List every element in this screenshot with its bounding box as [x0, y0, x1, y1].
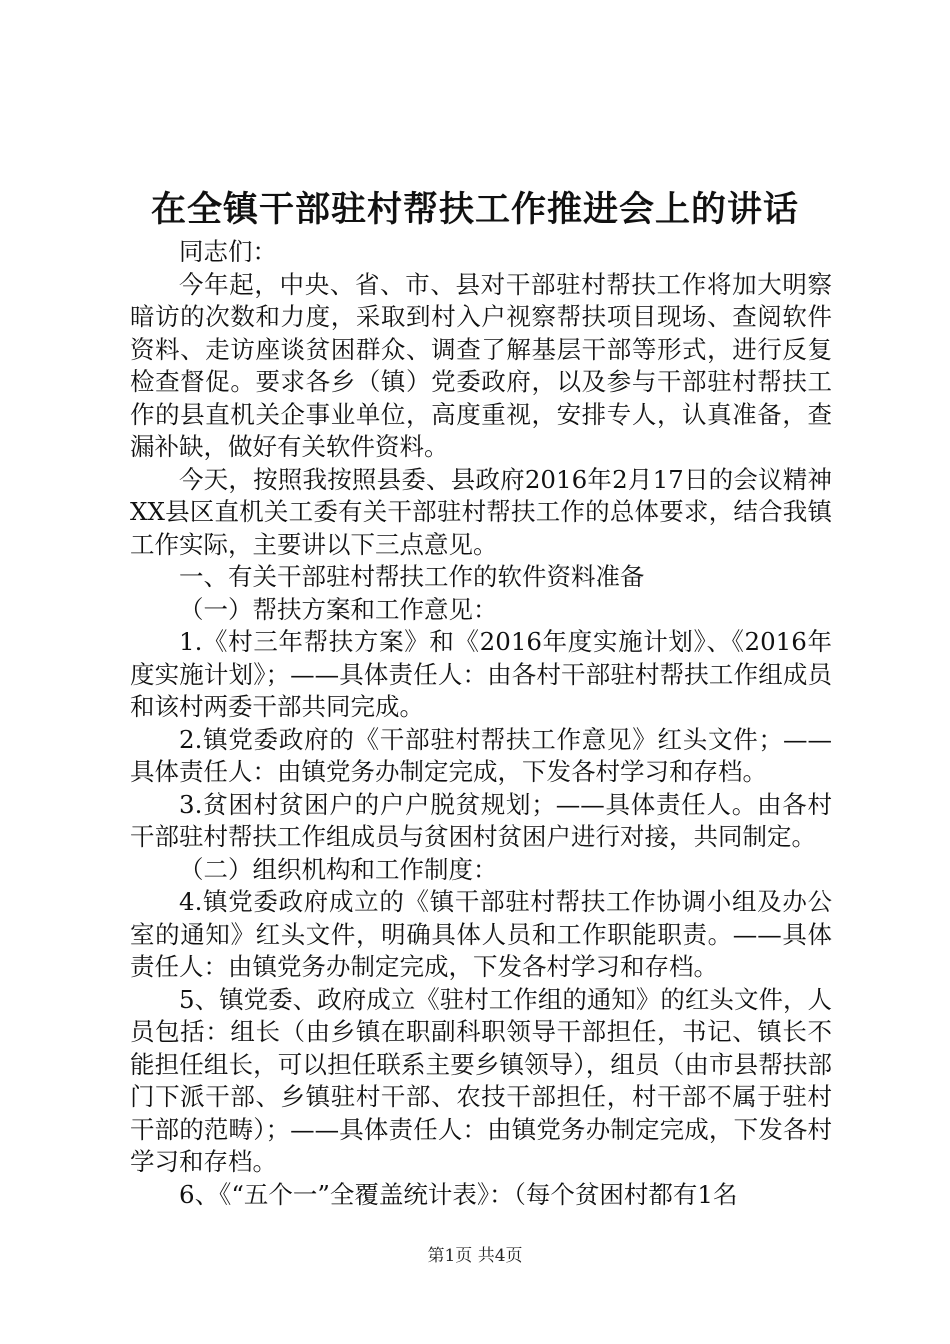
page-number-footer: 第1页 共4页: [427, 1246, 523, 1266]
list-item: 1.《村三年帮扶方案》和《2016年度实施计划》、《2016年度实施计划》；——具体责任人：由各村干部驻村帮扶工作组成员和该村两委干部共同完成。: [130, 627, 832, 721]
list-item: 2.镇党委政府的《干部驻村帮扶工作意见》红头文件；——具体责任人：由镇党务办制定完成，下发各村学习和存档。: [130, 724, 832, 786]
salutation: 同志们：: [179, 237, 277, 266]
subsection-heading: （一）帮扶方案和工作意见：: [179, 594, 498, 624]
list-item: 3.贫困村贫困户的户户脱贫规划；——具体责任人。由各村干部驻村帮扶工作组成员与贫困村贫困户进行对接，共同制定。: [130, 789, 832, 851]
document-title: 在全镇干部驻村帮扶工作推进会上的讲话: [150, 189, 799, 230]
list-item: 6、《“五个一”全覆盖统计表》：（每个贫困村都有1名: [179, 1179, 738, 1209]
section-heading: 一、有关干部驻村帮扶工作的软件资料准备: [179, 562, 645, 591]
document-body: [130, 236, 832, 1211]
list-item: 5、镇党委、政府成立《驻村工作组的通知》的红头文件，人员包括：组长（由乡镇在职副科职领导干部担任，书记、镇长不能担任组长，可以担任联系主要乡镇领导），组员（由市县帮扶部门下派干部、乡镇驻村干部、农技干部担任，村干部不属于驻村干部的范畴）；——具体责任人：由镇党务办制定完成，下发各村学习和存档。: [130, 984, 832, 1176]
list-item: 4.镇党委政府成立的《镇干部驻村帮扶工作协调小组及办公室的通知》红头文件，明确具体人员和工作职能职责。——具体责任人：由镇党务办制定完成，下发各村学习和存档。: [130, 887, 832, 981]
paragraph: 今天，按照我按照县委、县政府2016年2月17日的会议精神XX县区直机关工委有关干部驻村帮扶工作的总体要求，结合我镇工作实际，主要讲以下三点意见。: [130, 464, 832, 559]
paragraph: 今年起，中央、省、市、县对干部驻村帮扶工作将加大明察暗访的次数和力度，采取到村入户视察帮扶项目现场、查阅软件资料、走访座谈贫困群众、调查了解基层干部等形式，进行反复检查督促。要求各乡（镇）党委政府，以及参与干部驻村帮扶工作的县直机关企事业单位，高度重视，安排专人，认真准备，查漏补缺，做好有关软件资料。: [130, 269, 832, 461]
subsection-heading: （二）组织机构和工作制度：: [179, 854, 498, 884]
